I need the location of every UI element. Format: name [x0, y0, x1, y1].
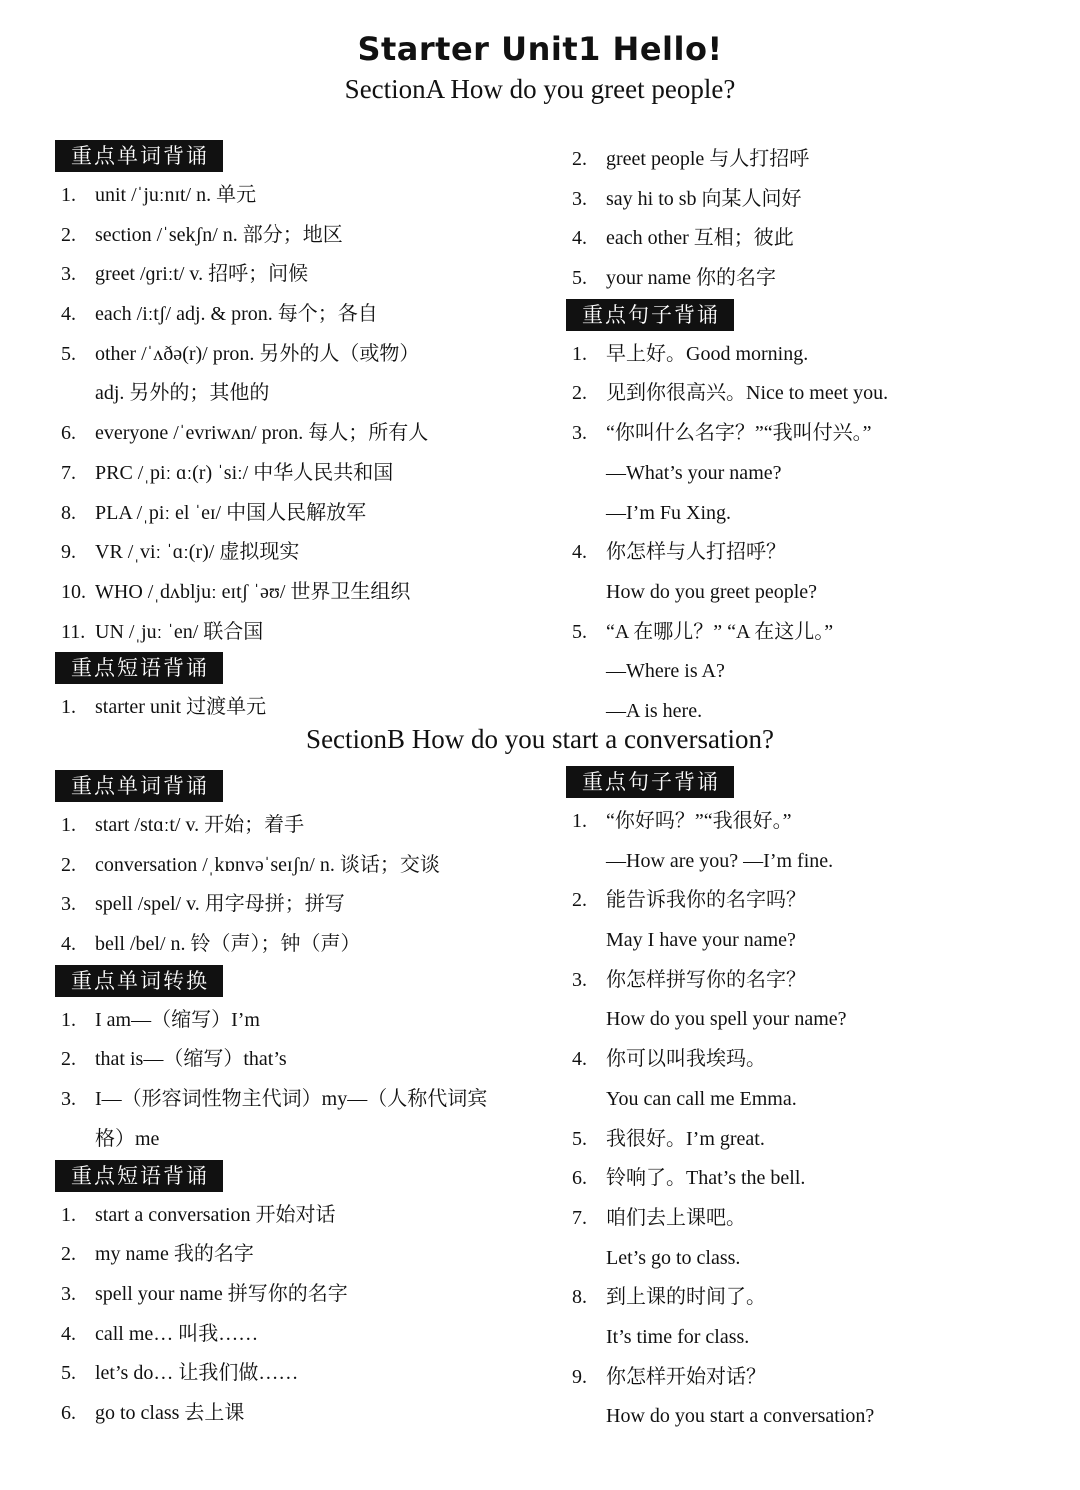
list-item [566, 259, 1066, 299]
item-text: starter unit 过渡单元 [95, 696, 267, 719]
list-item [566, 533, 1066, 573]
section-header: 重点短语背诵 [55, 1160, 223, 1192]
list-item [55, 414, 555, 454]
list-item [566, 414, 1066, 454]
item-number: 1. [61, 696, 76, 719]
list-item [55, 255, 555, 295]
list-item [55, 533, 555, 573]
item-text: call me… 叫我…… [95, 1322, 259, 1345]
item-number: 3. [61, 893, 76, 916]
item-text: each other 互相；彼此 [606, 227, 794, 250]
item-number: 2. [61, 853, 76, 876]
list-item [55, 1040, 555, 1080]
item-number: 2. [61, 1048, 76, 1071]
list-item [566, 1120, 1066, 1160]
item-text: bell /bel/ n. 铃（声）；钟（声） [95, 933, 361, 956]
item-text: WHO /ˌdʌbljuː eɪtʃ ˈəʊ/ 世界卫生组织 [95, 580, 411, 603]
section-b-right-column [566, 766, 1066, 1437]
item-text: conversation /ˌkɒnvəˈseɪʃn/ n. 谈话；交谈 [95, 853, 440, 876]
list-item-continuation: —Where is A? [606, 660, 725, 683]
item-text: 你怎样与人打招呼？ [606, 541, 786, 564]
section-header-wrap [566, 299, 1066, 335]
item-number: 5. [572, 267, 587, 290]
list-item-continuation: —I’m Fu Xing. [606, 501, 731, 524]
item-number: 4. [572, 541, 587, 564]
section-b-heading: SectionB How do you start a conversation? [306, 724, 774, 754]
item-text: “你叫什么名字？”“我叫付兴。” [606, 422, 872, 445]
list-item [566, 613, 1066, 653]
item-number: 6. [61, 422, 76, 445]
list-item [55, 1196, 555, 1236]
section-a-heading: SectionA How do you greet people? [344, 74, 736, 104]
item-text: I am—（缩写）I’m [95, 1008, 260, 1031]
item-number: 2. [572, 148, 587, 170]
item-text: everyone /ˈevriwʌn/ pron. 每人；所有人 [95, 422, 429, 445]
section-header-wrap [55, 1160, 555, 1196]
list-item [55, 216, 555, 256]
item-text: spell /spel/ v. 用字母拼；拼写 [95, 893, 345, 916]
list-item [566, 1199, 1066, 1239]
item-number: 5. [61, 1362, 76, 1385]
item-text: that is—（缩写）that’s [95, 1048, 287, 1071]
item-number: 1. [61, 184, 76, 206]
item-number: 1. [61, 1203, 76, 1226]
item-number: 7. [61, 461, 76, 484]
section-header-wrap [55, 770, 555, 806]
item-text: PLA /ˌpiː el ˈeɪ/ 中国人民解放军 [95, 501, 367, 524]
list-item [566, 1358, 1066, 1398]
item-number: 4. [61, 303, 76, 326]
list-item [566, 219, 1066, 259]
item-number: 1. [61, 1008, 76, 1031]
list-item [55, 335, 555, 375]
section-header: 重点短语背诵 [55, 652, 223, 684]
list-item [566, 1159, 1066, 1199]
list-item [566, 180, 1066, 220]
list-item [55, 494, 555, 534]
item-number: 3. [61, 1282, 76, 1305]
list-item [566, 1040, 1066, 1080]
item-number: 11. [61, 620, 86, 643]
item-text: unit /ˈjuːnɪt/ n. 单元 [95, 184, 257, 206]
list-item-continuation: —What’s your name? [606, 461, 782, 484]
item-number: 5. [61, 342, 76, 365]
list-item [55, 1354, 555, 1394]
list-item [55, 613, 555, 653]
item-number: 1. [572, 810, 587, 832]
item-number: 5. [572, 620, 587, 643]
item-text: spell your name 拼写你的名字 [95, 1282, 348, 1305]
list-item [566, 335, 1066, 375]
list-item [55, 846, 555, 886]
item-text: each /iːtʃ/ adj. & pron. 每个；各自 [95, 303, 378, 326]
item-text: I—（形容词性物主代词）my—（人称代词宾 [95, 1088, 488, 1111]
section-header: 重点单词背诵 [55, 140, 223, 172]
section-header-wrap [55, 652, 555, 688]
page-title: Starter Unit1 Hello! [357, 30, 723, 68]
item-number: 2. [572, 382, 587, 405]
list-item-continuation: It’s time for class. [606, 1325, 750, 1348]
item-number: 1. [61, 814, 76, 836]
item-number: 8. [61, 501, 76, 524]
item-text: greet people 与人打招呼 [606, 148, 810, 170]
list-item [566, 881, 1066, 921]
list-item [55, 1315, 555, 1355]
item-text: 你怎样开始对话？ [606, 1365, 766, 1388]
list-item-continuation: adj. 另外的；其他的 [95, 382, 270, 405]
item-text: 见到你很高兴。Nice to meet you. [606, 382, 889, 405]
item-text: UN /ˌjuː ˈen/ 联合国 [95, 620, 264, 643]
list-item-continuation: How do you start a conversation? [606, 1405, 875, 1428]
item-number: 4. [572, 1048, 587, 1071]
item-number: 3. [572, 422, 587, 445]
item-text: 早上好。Good morning. [606, 342, 809, 365]
item-number: 10. [61, 580, 86, 603]
list-item [566, 961, 1066, 1001]
item-number: 6. [572, 1167, 587, 1190]
item-text: let’s do… 让我们做…… [95, 1362, 299, 1385]
item-text: 能告诉我你的名字吗？ [606, 889, 806, 912]
section-b-left-column [55, 770, 555, 1434]
item-text: 到上课的时间了。 [606, 1286, 766, 1309]
list-item [55, 1235, 555, 1275]
item-number: 1. [572, 342, 587, 365]
list-item [55, 1001, 555, 1041]
item-text: start a conversation 开始对话 [95, 1203, 336, 1226]
section-header-wrap [55, 965, 555, 1001]
list-item [55, 688, 555, 728]
item-number: 8. [572, 1286, 587, 1309]
section-header: 重点单词转换 [55, 965, 223, 997]
list-item-continuation: Let’s go to class. [606, 1246, 741, 1269]
item-number: 2. [572, 889, 587, 912]
item-number: 9. [61, 541, 76, 564]
item-text: “你好吗？”“我很好。” [606, 810, 792, 832]
item-number: 3. [61, 263, 76, 286]
item-number: 6. [61, 1401, 76, 1424]
list-item-continuation: How do you spell your name? [606, 1008, 847, 1031]
item-text: 你可以叫我埃玛。 [606, 1048, 766, 1071]
item-number: 4. [61, 933, 76, 956]
item-number: 4. [572, 227, 587, 250]
item-number: 2. [61, 1243, 76, 1266]
section-a-right-column [566, 140, 1066, 732]
item-number: 7. [572, 1206, 587, 1229]
list-item [55, 573, 555, 613]
item-number: 5. [572, 1127, 587, 1150]
item-text: VR /ˌviː ˈɑː(r)/ 虚拟现实 [95, 541, 300, 564]
list-item [566, 374, 1066, 414]
list-item [55, 1080, 555, 1120]
item-text: 你怎样拼写你的名字？ [606, 968, 806, 991]
list-item [55, 885, 555, 925]
item-number: 3. [572, 968, 587, 991]
list-item [55, 454, 555, 494]
list-item [566, 140, 1066, 180]
list-item [55, 1275, 555, 1315]
item-number: 3. [61, 1088, 76, 1111]
item-text: my name 我的名字 [95, 1243, 254, 1266]
item-text: 我很好。I’m great. [606, 1127, 765, 1150]
list-item [55, 295, 555, 335]
item-number: 9. [572, 1365, 587, 1388]
item-number: 3. [572, 187, 587, 210]
section-header-wrap [55, 140, 555, 176]
list-item-continuation: 格）me [95, 1127, 160, 1150]
section-header: 重点单词背诵 [55, 770, 223, 802]
section-header: 重点句子背诵 [566, 299, 734, 331]
item-text: PRC /ˌpiː ɑː(r) ˈsiː/ 中华人民共和国 [95, 461, 394, 484]
list-item-continuation: —How are you? —I’m fine. [606, 849, 834, 872]
list-item [55, 925, 555, 965]
list-item [55, 806, 555, 846]
item-text: say hi to sb 向某人问好 [606, 187, 802, 210]
item-text: 咱们去上课吧。 [606, 1206, 746, 1229]
item-text: greet /ɡriːt/ v. 招呼；问候 [95, 263, 309, 286]
item-number: 4. [61, 1322, 76, 1345]
list-item [55, 176, 555, 216]
list-item [566, 1278, 1066, 1318]
item-number: 2. [61, 223, 76, 246]
list-item [566, 802, 1066, 842]
list-item-continuation: May I have your name? [606, 929, 796, 952]
item-text: section /ˈsekʃn/ n. 部分；地区 [95, 223, 343, 246]
section-header-wrap [566, 766, 1066, 802]
item-text: other /ˈʌðə(r)/ pron. 另外的人（或物） [95, 342, 420, 365]
list-item-continuation: You can call me Emma. [606, 1087, 797, 1110]
item-text: 铃响了。That’s the bell. [606, 1167, 806, 1190]
list-item-continuation: How do you greet people? [606, 580, 818, 603]
section-header: 重点句子背诵 [566, 766, 734, 798]
item-text: start /stɑːt/ v. 开始；着手 [95, 814, 305, 836]
list-item [55, 1394, 555, 1434]
item-text: go to class 去上课 [95, 1401, 245, 1424]
list-item-continuation: —A is here. [606, 699, 703, 722]
section-a-left-column [55, 140, 555, 728]
item-text: your name 你的名字 [606, 267, 776, 290]
item-text: “A 在哪儿？” “A 在这儿。” [606, 620, 834, 643]
